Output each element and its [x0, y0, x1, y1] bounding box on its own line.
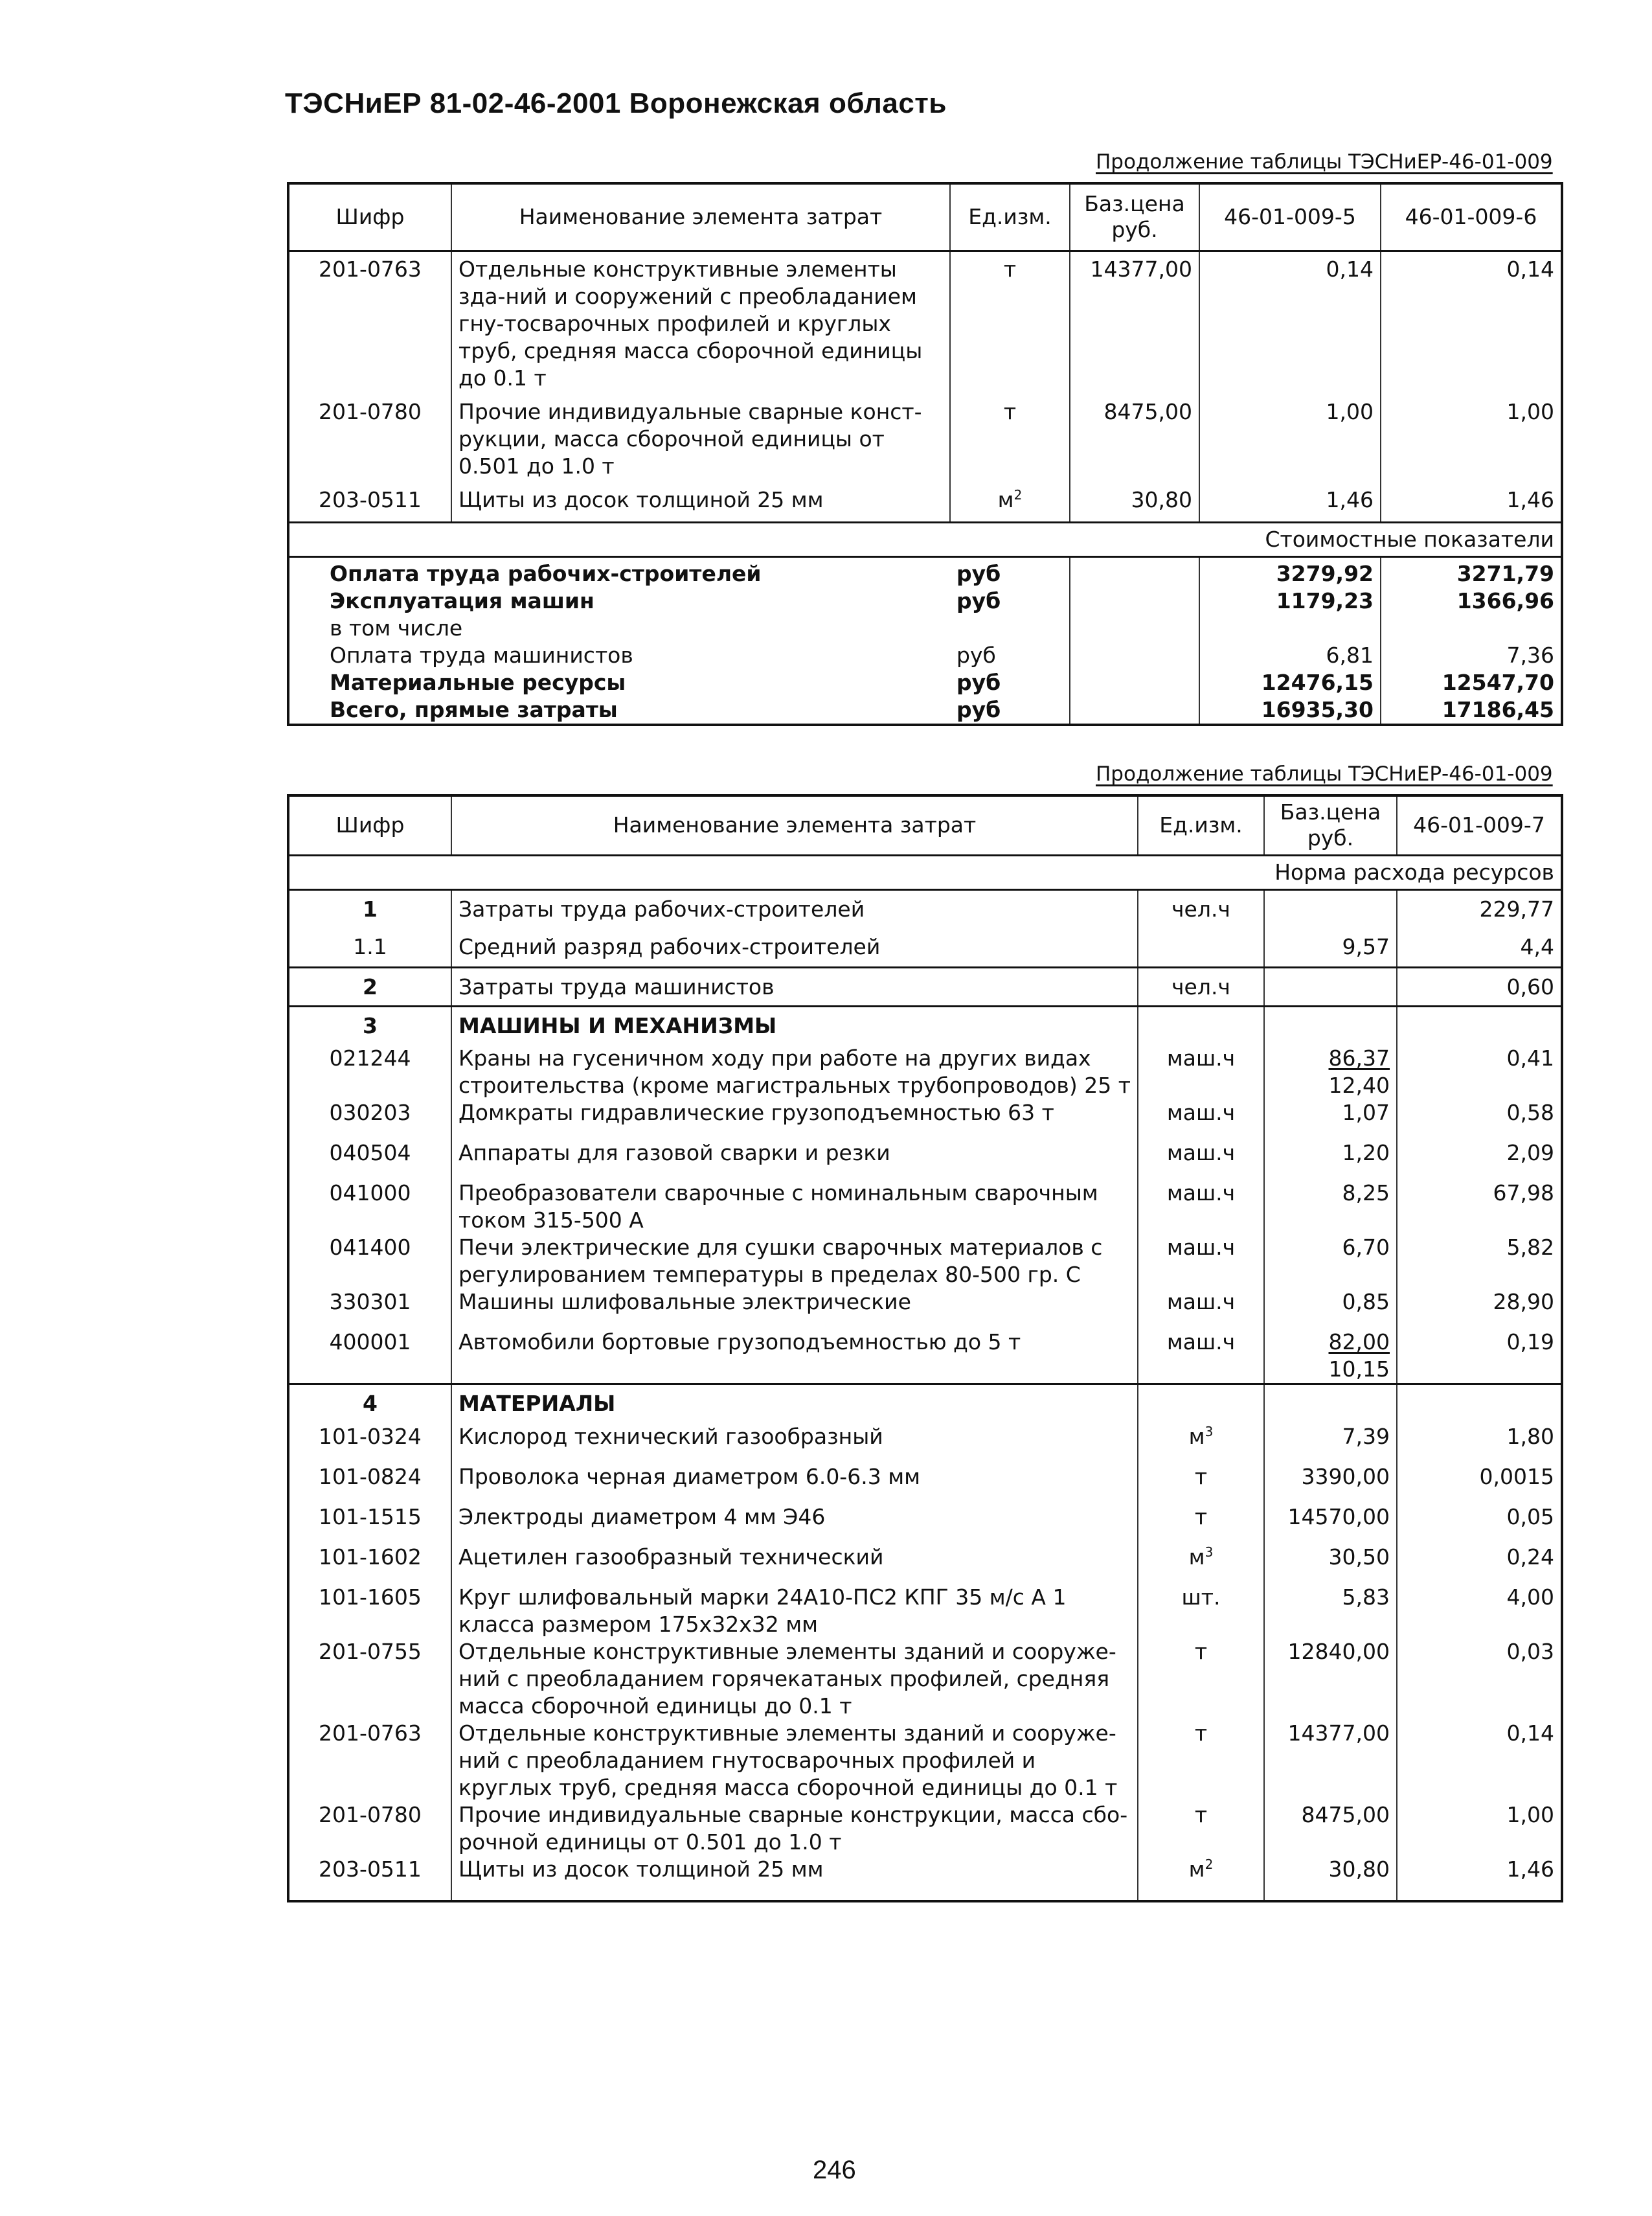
- row-code: 041400: [329, 1235, 411, 1260]
- row-unit: т: [1138, 1638, 1264, 1720]
- row-name: Автомобили бортовые грузоподъемностью до 5 т: [451, 1329, 1138, 1384]
- row-norm-7: 0,0015: [1397, 1463, 1562, 1503]
- row-price: 7,39: [1264, 1423, 1397, 1463]
- table-row: [288, 486, 1562, 523]
- row-norm-7: 2,09: [1397, 1139, 1562, 1180]
- col-header-price: Баз.цена руб.: [1070, 183, 1199, 251]
- row-norm-7: 0,05: [1397, 1503, 1562, 1544]
- row-unit: чел.ч: [1138, 889, 1264, 928]
- row-code: 203-0511: [319, 1856, 422, 1882]
- row-unit: т: [950, 251, 1070, 398]
- cost-norm-6: 3271,79: [1381, 556, 1562, 588]
- row-price: [1264, 967, 1397, 1006]
- row-price: 14377,00: [1264, 1720, 1397, 1801]
- row-code: 201-0780: [319, 398, 422, 424]
- col-header-price: Баз.цена руб.: [1264, 795, 1397, 855]
- row-price: 14570,00: [1264, 1503, 1397, 1544]
- unit-superscript: 2: [1205, 1856, 1214, 1872]
- cost-row: [288, 588, 1562, 615]
- row-price: 8475,00: [1264, 1801, 1397, 1856]
- row-name: Прочие индивидуальные сварные конструкции, масса сбо-рочной единицы от 0.501 до 1.0 т: [451, 1801, 1138, 1856]
- row-price: 6,70: [1264, 1234, 1397, 1288]
- row-price: 5,83: [1264, 1584, 1397, 1638]
- table-row: [288, 967, 1562, 1006]
- table-row: [288, 1638, 1562, 1720]
- cost-unit: руб: [956, 696, 1001, 722]
- table-row: [288, 1544, 1562, 1584]
- row-price: 14377,00: [1070, 251, 1199, 398]
- col-header-code: Шифр: [288, 795, 451, 855]
- cost-unit: руб: [956, 588, 1001, 613]
- unit-superscript: 3: [1205, 1544, 1214, 1560]
- row-norm-7: 0,24: [1397, 1544, 1562, 1584]
- row-norm-7: 0,14: [1397, 1720, 1562, 1801]
- unit-superscript: 2: [1013, 486, 1023, 503]
- cost-name: Всего, прямые затраты: [330, 696, 618, 722]
- row-unit: маш.ч: [1138, 1288, 1264, 1329]
- row-norm-7: 229,77: [1397, 889, 1562, 928]
- table-row: [288, 1584, 1562, 1638]
- row-norm-7: 67,98: [1397, 1180, 1562, 1234]
- page-number: 246: [813, 2156, 856, 2184]
- table1: [287, 182, 1563, 726]
- row-price: [1264, 1329, 1397, 1384]
- cost-norm-6: 1366,96: [1381, 588, 1562, 615]
- table-row: [288, 1045, 1562, 1099]
- row-unit: маш.ч: [1138, 1329, 1264, 1384]
- cost-unit: руб: [956, 669, 1001, 695]
- row-name: Домкраты гидравлические грузоподъемностью 63 т: [451, 1099, 1138, 1139]
- row-name: Машины шлифовальные электрические: [451, 1288, 1138, 1329]
- row-name: Электроды диаметром 4 мм Э46: [451, 1503, 1138, 1544]
- table-row: [288, 1463, 1562, 1503]
- row-code: 101-1515: [319, 1503, 422, 1529]
- row-unit: т: [1138, 1801, 1264, 1856]
- col-header-name: Наименование элемента затрат: [451, 795, 1138, 855]
- row-norm-7: 4,4: [1397, 928, 1562, 967]
- cost-name: в том числе: [330, 615, 463, 641]
- row-price: 1,20: [1264, 1139, 1397, 1180]
- table-row: [288, 1288, 1562, 1329]
- table-row: [288, 1720, 1562, 1801]
- col-header-norm-6: 46-01-009-6: [1381, 183, 1562, 251]
- row-unit: т: [1138, 1503, 1264, 1544]
- col-header-name: Наименование элемента затрат: [451, 183, 950, 251]
- cost-row: [288, 556, 1562, 588]
- row-code: 101-1602: [319, 1544, 422, 1570]
- table-row: [288, 1099, 1562, 1139]
- table1-caption: Продолжение таблицы ТЭСНиЕР-46-01-009: [1096, 150, 1553, 174]
- row-norm-7: 4,00: [1397, 1584, 1562, 1638]
- row-code: 201-0763: [319, 1720, 422, 1746]
- cost-norm-5: 3279,92: [1199, 556, 1381, 588]
- row-unit: [1138, 1544, 1264, 1584]
- row-code: 021244: [329, 1045, 411, 1071]
- section-label: Норма расхода ресурсов: [288, 855, 1562, 889]
- row-price: 0,85: [1264, 1288, 1397, 1329]
- cost-row: [288, 669, 1562, 696]
- row-norm-6: 1,46: [1381, 486, 1562, 523]
- row-code: 201-0763: [319, 256, 422, 282]
- row-name: Затраты труда машинистов: [451, 967, 1138, 1006]
- row-code: 400001: [329, 1329, 411, 1354]
- row-norm-7: 0,60: [1397, 967, 1562, 1006]
- row-name: Краны на гусеничном ходу при работе на других видах строительства (кроме магистральных трубопроводов) 25 т: [451, 1045, 1138, 1099]
- table-row: [288, 1503, 1562, 1544]
- row-name: Аппараты для газовой сварки и резки: [451, 1139, 1138, 1180]
- row-name: Прочие индивидуальные сварные конст-рукции, масса сборочной единицы от 0.501 до 1.0 т: [451, 398, 950, 486]
- section-label: Стоимостные показатели: [288, 522, 1562, 556]
- table-row: [288, 1139, 1562, 1180]
- row-name: Щиты из досок толщиной 25 мм: [451, 486, 950, 523]
- cost-norm-5: 12476,15: [1199, 669, 1381, 696]
- row-unit: [950, 486, 1070, 523]
- row-price: 1,07: [1264, 1099, 1397, 1139]
- table-row: [288, 251, 1562, 398]
- table-row: [288, 928, 1562, 967]
- row-price: 9,57: [1264, 928, 1397, 967]
- unit-text: м: [1188, 1544, 1205, 1570]
- row-name: Затраты труда рабочих-строителей: [451, 889, 1138, 928]
- price-labor: 10,15: [1328, 1356, 1390, 1382]
- table-row: [288, 1234, 1562, 1288]
- cost-name: Эксплуатация машин: [330, 588, 594, 613]
- row-norm-6: 0,14: [1381, 251, 1562, 398]
- cost-norm-5: 6,81: [1199, 642, 1381, 669]
- row-name: Проволока черная диаметром 6.0-6.3 мм: [451, 1463, 1138, 1503]
- row-norm-7: 5,82: [1397, 1234, 1562, 1288]
- row-code: 3: [288, 1006, 451, 1045]
- row-code: 201-0780: [319, 1801, 422, 1827]
- row-norm-5: 1,46: [1199, 486, 1381, 523]
- row-code: 2: [288, 967, 451, 1006]
- table-row: [288, 1856, 1562, 1901]
- row-code: 030203: [329, 1100, 411, 1125]
- table-row: [288, 1423, 1562, 1463]
- row-code: 4: [288, 1384, 451, 1423]
- row-norm-7: 1,00: [1397, 1801, 1562, 1856]
- table2-caption: Продолжение таблицы ТЭСНиЕР-46-01-009: [1096, 762, 1553, 786]
- row-name: Щиты из досок толщиной 25 мм: [451, 1856, 1138, 1901]
- price-main: 82,00: [1328, 1329, 1390, 1354]
- table-row: [288, 1329, 1562, 1384]
- row-unit: маш.ч: [1138, 1234, 1264, 1288]
- row-unit: маш.ч: [1138, 1180, 1264, 1234]
- table-row: [288, 398, 1562, 486]
- col-header-code: Шифр: [288, 183, 451, 251]
- group-title: МАШИНЫ И МЕХАНИЗМЫ: [451, 1006, 1138, 1045]
- row-norm-7: 28,90: [1397, 1288, 1562, 1329]
- cost-norm-5: 16935,30: [1199, 696, 1381, 725]
- row-unit: т: [1138, 1720, 1264, 1801]
- row-name: Преобразователи сварочные с номинальным сварочным током 315-500 А: [451, 1180, 1138, 1234]
- table2: [287, 794, 1563, 1902]
- table-row: [288, 889, 1562, 928]
- col-header-norm-5: 46-01-009-5: [1199, 183, 1381, 251]
- cost-unit: руб: [956, 642, 996, 668]
- cost-norm-6: 12547,70: [1381, 669, 1562, 696]
- row-name: Круг шлифовальный марки 24А10-ПС2 КПГ 35 м/с А 1 класса размером 175х32х32 мм: [451, 1584, 1138, 1638]
- unit-text: м: [1188, 1423, 1205, 1449]
- row-price: 8475,00: [1070, 398, 1199, 486]
- row-norm-5: 0,14: [1199, 251, 1381, 398]
- row-unit: т: [1138, 1463, 1264, 1503]
- cost-norm-6: 17186,45: [1381, 696, 1562, 725]
- col-header-norm-7: 46-01-009-7: [1397, 795, 1562, 855]
- row-name: Ацетилен газообразный технический: [451, 1544, 1138, 1584]
- table2-header-row: [288, 795, 1562, 855]
- row-unit: [1138, 928, 1264, 967]
- row-price: 30,80: [1070, 486, 1199, 523]
- row-name: Печи электрические для сушки сварочных материалов с регулированием температуры в пределах 80-500 гр. С: [451, 1234, 1138, 1288]
- row-price: 30,50: [1264, 1544, 1397, 1584]
- col-header-unit: Ед.изм.: [1138, 795, 1264, 855]
- cost-name: Оплата труда рабочих-строителей: [330, 560, 762, 586]
- table1-header-row: [288, 183, 1562, 251]
- group-title: МАТЕРИАЛЫ: [451, 1384, 1138, 1423]
- unit-superscript: 3: [1205, 1423, 1214, 1439]
- row-code: 101-0324: [319, 1423, 422, 1449]
- group-header-row: [288, 1006, 1562, 1045]
- row-unit: маш.ч: [1138, 1099, 1264, 1139]
- cost-norm-6: 7,36: [1381, 642, 1562, 669]
- group-header-row: [288, 1384, 1562, 1423]
- row-code: 1: [363, 896, 378, 922]
- row-price: [1264, 1045, 1397, 1099]
- row-price: 3390,00: [1264, 1463, 1397, 1503]
- row-price: [1264, 889, 1397, 928]
- row-price: 12840,00: [1264, 1638, 1397, 1720]
- cost-norm-5: 1179,23: [1199, 588, 1381, 615]
- row-unit: [1138, 1423, 1264, 1463]
- unit-text: м: [997, 486, 1014, 512]
- page-title: ТЭСНиЕР 81-02-46-2001 Воронежская область: [285, 87, 947, 119]
- row-norm-7: 1,46: [1397, 1856, 1562, 1901]
- row-name: Отдельные конструктивные элементы зданий и сооруже-ний с преобладанием гнутосварочных профилей и круглых труб, средняя масса сборочной единицы до 0.1 т: [451, 1720, 1138, 1801]
- cost-name: Материальные ресурсы: [330, 669, 626, 695]
- cost-row: [288, 696, 1562, 725]
- row-unit: шт.: [1138, 1584, 1264, 1638]
- row-code: 040504: [329, 1140, 411, 1165]
- cost-unit: руб: [956, 560, 1001, 586]
- row-unit: чел.ч: [1138, 967, 1264, 1006]
- row-code: 203-0511: [319, 486, 422, 512]
- col-header-unit: Ед.изм.: [950, 183, 1070, 251]
- row-norm-7: 0,58: [1397, 1099, 1562, 1139]
- row-unit: [1138, 1856, 1264, 1901]
- row-norm-7: 0,03: [1397, 1638, 1562, 1720]
- table-row: [288, 1180, 1562, 1234]
- row-code: 101-1605: [319, 1584, 422, 1610]
- section-row: [288, 855, 1562, 889]
- row-name: Средний разряд рабочих-строителей: [451, 928, 1138, 967]
- row-code: 101-0824: [319, 1463, 422, 1489]
- row-price: 30,80: [1264, 1856, 1397, 1901]
- row-code: 1.1: [353, 934, 387, 959]
- row-price: 8,25: [1264, 1180, 1397, 1234]
- row-name: Кислород технический газообразный: [451, 1423, 1138, 1463]
- row-unit: т: [950, 398, 1070, 486]
- row-norm-7: 0,41: [1397, 1045, 1562, 1099]
- price-labor: 12,40: [1328, 1073, 1390, 1098]
- unit-text: м: [1188, 1856, 1205, 1882]
- cost-row: [288, 615, 1562, 642]
- cost-name: Оплата труда машинистов: [330, 642, 633, 668]
- row-norm-5: 1,00: [1199, 398, 1381, 486]
- table-row: [288, 1801, 1562, 1856]
- cost-row: [288, 642, 1562, 669]
- row-code: 041000: [329, 1180, 411, 1205]
- row-name: Отдельные конструктивные элементы зда-ний и сооружений с преобладанием гну-тосварочных профилей и круглых труб, средняя масса сборочной единицы до 0.1 т: [451, 251, 950, 398]
- section-row: [288, 522, 1562, 556]
- row-norm-7: 1,80: [1397, 1423, 1562, 1463]
- row-unit: маш.ч: [1138, 1139, 1264, 1180]
- row-name: Отдельные конструктивные элементы зданий и сооруже-ний с преобладанием горячекатаных профилей, средняя масса сборочной единицы до 0.1 т: [451, 1638, 1138, 1720]
- row-unit: маш.ч: [1138, 1045, 1264, 1099]
- row-norm-6: 1,00: [1381, 398, 1562, 486]
- row-code: 330301: [329, 1289, 411, 1314]
- row-norm-7: 0,19: [1397, 1329, 1562, 1384]
- row-code: 201-0755: [319, 1638, 422, 1664]
- price-main: 86,37: [1328, 1045, 1390, 1071]
